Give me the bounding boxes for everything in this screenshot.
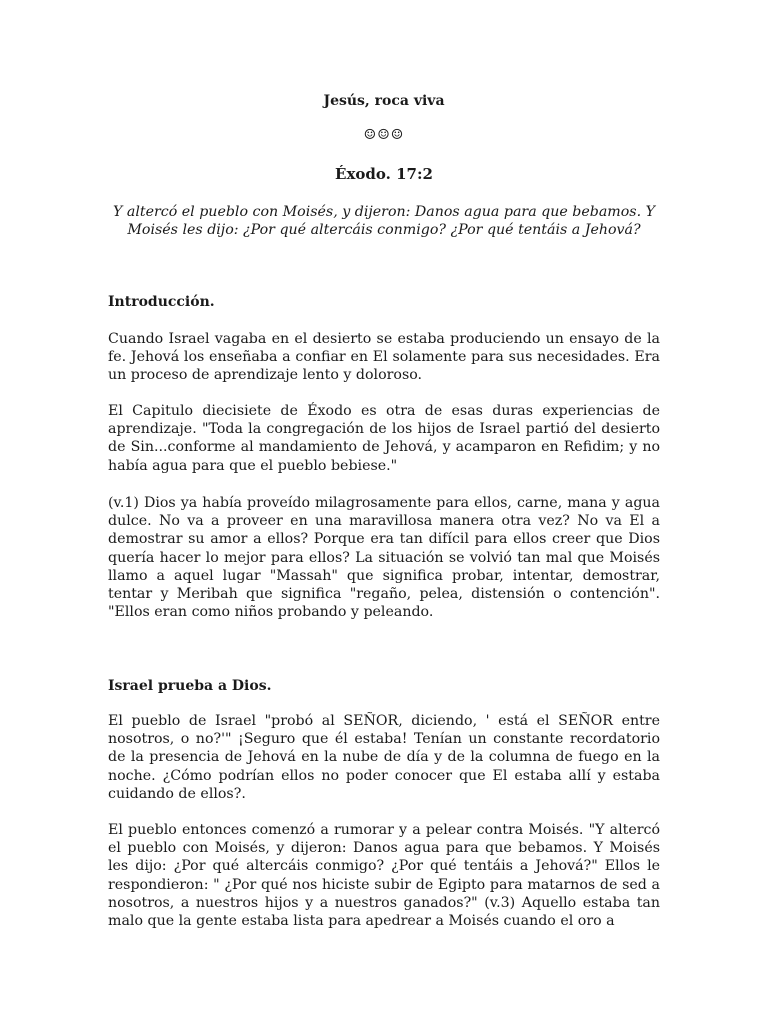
section-heading-israel-prueba: Israel prueba a Dios. [108,678,272,694]
paragraph-intro-1: Cuando Israel vagaba en el desierto se estaba produciendo un ensayo de la fe. Jehová los enseñaba a confiar en El solamente para sus necesidades. Era un proceso de aprendizaje lento y doloroso. [108,331,660,384]
paragraph-intro-3: (v.1) Dios ya había proveído milagrosamente para ellos, carne, mana y agua dulce. No va a proveer en una maravillosa manera otra vez? No va El a demostrar su amor a ellos? Porque era tan difícil para ellos creer que Dios quería hacer lo mejor para ellos? La situación se volvió tan mal que Moisés llamo a aquel lugar "Massah" que significa probar, intentar, demostrar, tentar y Meribah que significa "regaño, pelea, distensión o contención". "Ellos eran como niños probando y peleando. [108,495,660,621]
scripture-verse: Y altercó el pueblo con Moisés, y dijeron: Danos agua para que bebamos. Y Moisés les dijo: ¿Por qué altercáis conmigo? ¿Por qué tentáis a Jehová? [113,204,655,239]
paragraph-intro-2: El Capitulo diecisiete de Éxodo es otra de esas duras experiencias de aprendizaje. "Toda la congregación de los hijos de Israel partió del desierto de Sin...conforme al mandamiento de Jehová, y acamparon en Refidim; y no había agua para que el pueblo bebiese." [108,403,660,474]
smiley-icons: ☺☺☺ [363,127,405,143]
paragraph-israel-2: El pueblo entonces comenzó a rumorar y a pelear contra Moisés. "Y altercó el pueblo con Moisés, y dijeron: Danos agua para que bebamos. Y Moisés les dijo: ¿Por qué altercáis conmigo? ¿Por qué tentáis a Jehová?" Ellos le respondieron: " ¿Por qué nos hiciste subir de Egipto para matarnos de sed a nosotros, a nuestros hijos y a nuestros ganados?" (v.3) Aquello estaba tan malo que la gente estaba lista para apedrear a Moisés cuando el oro a [108,822,660,930]
section-heading-introduccion: Introducción. [108,294,215,310]
scripture-reference: Éxodo. 17:2 [335,165,433,183]
paragraph-israel-1: El pueblo de Israel "probó al SEÑOR, diciendo, ' está el SEÑOR entre nosotros, o no?'" ¡Seguro que él estaba! Tenían un constante recordatorio de la presencia de Jehová en la nube de día y de la columna de fuego en la noche. ¿Cómo podrían ellos no poder conocer que El estaba allí y estaba cuidando de ellos?. [108,713,660,802]
document-title: Jesús, roca viva [323,93,445,109]
